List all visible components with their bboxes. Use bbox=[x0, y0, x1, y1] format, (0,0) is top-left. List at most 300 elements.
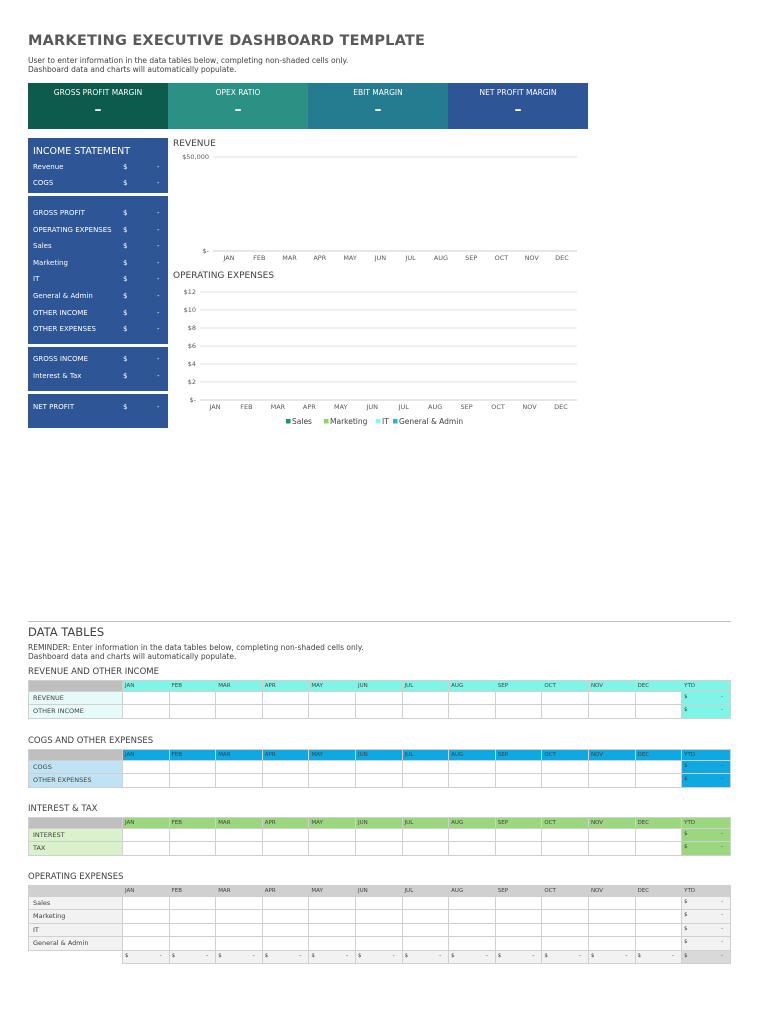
input-cell[interactable] bbox=[169, 910, 216, 924]
table-header-row bbox=[29, 750, 731, 761]
y-tick-label: $8 bbox=[187, 324, 196, 332]
input-cell[interactable] bbox=[123, 705, 170, 719]
income-row-label: IT bbox=[33, 275, 40, 283]
monthly-total-cell bbox=[355, 950, 402, 964]
input-cell[interactable] bbox=[169, 842, 216, 856]
month-header: JAN bbox=[123, 818, 170, 829]
ytd-cell bbox=[682, 774, 731, 788]
currency-symbol: $ bbox=[684, 952, 688, 959]
section-title: OPERATING EXPENSES bbox=[28, 872, 124, 882]
ytd-value: - bbox=[721, 898, 724, 905]
month-header: AUG bbox=[449, 818, 496, 829]
month-header: FEB bbox=[169, 818, 216, 829]
month-header: JUN bbox=[355, 818, 402, 829]
month-header: DEC bbox=[635, 886, 682, 897]
input-cell[interactable] bbox=[402, 828, 449, 842]
income-row-label: Sales bbox=[33, 242, 52, 250]
monthly-total-cell bbox=[495, 950, 542, 964]
input-cell[interactable] bbox=[169, 896, 216, 910]
section-title: REVENUE AND OTHER INCOME bbox=[28, 667, 159, 677]
currency-symbol: $ bbox=[123, 355, 128, 363]
income-row-value: - bbox=[157, 275, 160, 283]
income-row bbox=[33, 401, 163, 413]
input-cell[interactable] bbox=[542, 910, 589, 924]
x-tick-label: APR bbox=[313, 254, 327, 262]
income-row-label: Revenue bbox=[33, 163, 64, 171]
data-tables-title: DATA TABLES bbox=[28, 625, 105, 639]
currency-symbol: $ bbox=[123, 292, 128, 300]
income-row-value: - bbox=[157, 292, 160, 300]
revenue-chart bbox=[168, 148, 580, 266]
input-cell[interactable] bbox=[355, 774, 402, 788]
input-cell[interactable] bbox=[309, 691, 356, 705]
ytd-header: YTD bbox=[682, 818, 731, 829]
y-tick-label: $4 bbox=[187, 360, 196, 368]
monthly-total-cell bbox=[309, 950, 356, 964]
input-cell[interactable] bbox=[123, 774, 170, 788]
input-cell[interactable] bbox=[216, 705, 263, 719]
input-cell[interactable] bbox=[216, 828, 263, 842]
input-cell[interactable] bbox=[495, 896, 542, 910]
kpi-label: GROSS PROFIT MARGIN bbox=[53, 88, 143, 97]
income-row bbox=[33, 224, 163, 236]
input-cell[interactable] bbox=[169, 705, 216, 719]
income-row bbox=[33, 290, 163, 302]
input-cell[interactable] bbox=[262, 760, 309, 774]
input-cell[interactable] bbox=[123, 760, 170, 774]
month-header: JAN bbox=[123, 681, 170, 692]
ytd-header: YTD bbox=[682, 750, 731, 761]
income-separator bbox=[28, 193, 168, 196]
total-value: - bbox=[721, 952, 724, 959]
month-header: JUN bbox=[355, 681, 402, 692]
input-cell[interactable] bbox=[495, 923, 542, 937]
total-value: - bbox=[252, 952, 255, 959]
input-cell[interactable] bbox=[635, 910, 682, 924]
input-cell[interactable] bbox=[495, 828, 542, 842]
currency-symbol: $ bbox=[123, 179, 128, 187]
month-header: AUG bbox=[449, 886, 496, 897]
x-tick-label: JUL bbox=[405, 254, 416, 262]
kpi-value: – bbox=[374, 102, 382, 118]
input-cell[interactable] bbox=[355, 937, 402, 951]
input-cell[interactable] bbox=[309, 923, 356, 937]
total-value: - bbox=[485, 952, 488, 959]
input-cell[interactable] bbox=[635, 896, 682, 910]
reminder-note-2: Dashboard data and charts will automatically populate. bbox=[28, 652, 237, 661]
input-cell[interactable] bbox=[262, 774, 309, 788]
month-header: MAR bbox=[216, 750, 263, 761]
input-cell[interactable] bbox=[588, 896, 635, 910]
input-cell[interactable] bbox=[449, 910, 496, 924]
input-cell[interactable] bbox=[355, 896, 402, 910]
currency-symbol: $ bbox=[123, 242, 128, 250]
input-cell[interactable] bbox=[495, 691, 542, 705]
opex-chart-title: OPERATING EXPENSES bbox=[173, 271, 275, 281]
input-cell[interactable] bbox=[262, 923, 309, 937]
kpi-card-0 bbox=[28, 83, 168, 129]
month-header: SEP bbox=[495, 818, 542, 829]
input-cell[interactable] bbox=[542, 896, 589, 910]
currency-symbol: $ bbox=[123, 325, 128, 333]
income-row-label: GROSS PROFIT bbox=[33, 209, 85, 217]
currency-symbol: $ bbox=[684, 912, 688, 918]
x-tick-label: FEB bbox=[253, 254, 266, 262]
month-header: FEB bbox=[169, 750, 216, 761]
input-cell[interactable] bbox=[262, 937, 309, 951]
month-header: APR bbox=[262, 818, 309, 829]
currency-symbol: $ bbox=[684, 844, 688, 850]
x-tick-label: DEC bbox=[555, 254, 569, 262]
income-row-value: - bbox=[157, 325, 160, 333]
month-header: AUG bbox=[449, 750, 496, 761]
input-cell[interactable] bbox=[123, 910, 170, 924]
input-cell[interactable] bbox=[262, 828, 309, 842]
input-cell[interactable] bbox=[169, 774, 216, 788]
input-cell[interactable] bbox=[216, 923, 263, 937]
input-cell[interactable] bbox=[402, 910, 449, 924]
ytd-value: - bbox=[721, 830, 724, 837]
input-cell[interactable] bbox=[449, 923, 496, 937]
currency-symbol: $ bbox=[684, 776, 688, 782]
input-cell[interactable] bbox=[588, 910, 635, 924]
income-row-label: GROSS INCOME bbox=[33, 355, 89, 363]
monthly-total-cell bbox=[123, 950, 170, 964]
income-row bbox=[33, 273, 163, 285]
input-cell[interactable] bbox=[542, 937, 589, 951]
input-cell[interactable] bbox=[309, 828, 356, 842]
x-tick-label: OCT bbox=[494, 254, 509, 262]
input-cell[interactable] bbox=[635, 774, 682, 788]
input-cell[interactable] bbox=[309, 774, 356, 788]
kpi-label: EBIT MARGIN bbox=[353, 88, 403, 97]
ytd-cell bbox=[682, 760, 731, 774]
input-cell[interactable] bbox=[449, 760, 496, 774]
input-cell[interactable] bbox=[588, 842, 635, 856]
row-label: Marketing bbox=[29, 910, 123, 924]
ytd-cell bbox=[682, 828, 731, 842]
input-cell[interactable] bbox=[123, 691, 170, 705]
header-blank bbox=[29, 681, 123, 692]
ytd-cell bbox=[682, 842, 731, 856]
input-cell[interactable] bbox=[495, 705, 542, 719]
data-table-0 bbox=[28, 680, 731, 719]
input-cell[interactable] bbox=[588, 923, 635, 937]
input-cell[interactable] bbox=[402, 937, 449, 951]
input-cell[interactable] bbox=[216, 691, 263, 705]
input-cell[interactable] bbox=[216, 774, 263, 788]
currency-symbol: $ bbox=[497, 952, 502, 959]
monthly-total-cell bbox=[262, 950, 309, 964]
income-row-value: - bbox=[157, 403, 160, 411]
input-cell[interactable] bbox=[169, 923, 216, 937]
currency-symbol: $ bbox=[684, 693, 688, 700]
input-cell[interactable] bbox=[542, 760, 589, 774]
currency-symbol: $ bbox=[123, 275, 128, 283]
month-header: OCT bbox=[542, 750, 589, 761]
input-cell[interactable] bbox=[635, 842, 682, 856]
input-cell[interactable] bbox=[216, 910, 263, 924]
y-tick-label: $50,000 bbox=[182, 153, 209, 161]
input-cell[interactable] bbox=[355, 691, 402, 705]
kpi-value: – bbox=[514, 102, 522, 118]
input-cell[interactable] bbox=[449, 705, 496, 719]
x-tick-label: DEC bbox=[554, 403, 568, 411]
input-cell[interactable] bbox=[262, 842, 309, 856]
input-cell[interactable] bbox=[169, 828, 216, 842]
total-value: - bbox=[578, 952, 581, 959]
legend-swatch bbox=[376, 419, 381, 424]
input-cell[interactable] bbox=[542, 828, 589, 842]
input-cell[interactable] bbox=[355, 705, 402, 719]
row-label: Sales bbox=[29, 896, 123, 910]
y-tick-label: $10 bbox=[183, 306, 196, 314]
income-row-value: - bbox=[157, 179, 160, 187]
section-title: COGS AND OTHER EXPENSES bbox=[28, 736, 154, 746]
monthly-total-cell bbox=[449, 950, 496, 964]
x-tick-label: MAY bbox=[343, 254, 357, 262]
month-header: APR bbox=[262, 750, 309, 761]
input-cell[interactable] bbox=[542, 691, 589, 705]
x-tick-label: MAR bbox=[270, 403, 286, 411]
ytd-cell bbox=[682, 910, 731, 924]
input-cell[interactable] bbox=[355, 910, 402, 924]
total-value: - bbox=[672, 952, 675, 959]
table-row bbox=[29, 691, 731, 705]
input-cell[interactable] bbox=[262, 896, 309, 910]
income-row-value: - bbox=[157, 309, 160, 317]
table-row bbox=[29, 842, 731, 856]
input-cell[interactable] bbox=[216, 760, 263, 774]
input-cell[interactable] bbox=[355, 828, 402, 842]
input-cell[interactable] bbox=[402, 842, 449, 856]
input-cell[interactable] bbox=[355, 842, 402, 856]
input-cell[interactable] bbox=[635, 923, 682, 937]
input-cell[interactable] bbox=[542, 842, 589, 856]
income-row-value: - bbox=[157, 226, 160, 234]
input-cell[interactable] bbox=[216, 842, 263, 856]
income-row-label: Marketing bbox=[33, 259, 68, 267]
total-value: - bbox=[159, 952, 162, 959]
input-cell[interactable] bbox=[495, 937, 542, 951]
input-cell[interactable] bbox=[449, 896, 496, 910]
input-cell[interactable] bbox=[402, 691, 449, 705]
income-row-label: General & Admin bbox=[33, 292, 93, 300]
input-cell[interactable] bbox=[588, 705, 635, 719]
income-row-value: - bbox=[157, 259, 160, 267]
input-cell[interactable] bbox=[262, 705, 309, 719]
ytd-value: - bbox=[721, 693, 724, 700]
month-header: JUL bbox=[402, 681, 449, 692]
currency-symbol: $ bbox=[123, 259, 128, 267]
input-cell[interactable] bbox=[449, 937, 496, 951]
row-label: INTEREST bbox=[29, 828, 123, 842]
income-row-label: OTHER EXPENSES bbox=[33, 325, 96, 333]
income-separator bbox=[28, 344, 168, 347]
month-header: NOV bbox=[588, 750, 635, 761]
input-cell[interactable] bbox=[588, 828, 635, 842]
x-tick-label: JUN bbox=[374, 254, 387, 262]
input-cell[interactable] bbox=[588, 760, 635, 774]
input-cell[interactable] bbox=[216, 896, 263, 910]
input-cell[interactable] bbox=[542, 774, 589, 788]
income-statement-title: INCOME STATEMENT bbox=[33, 146, 131, 157]
input-cell[interactable] bbox=[635, 705, 682, 719]
month-header: SEP bbox=[495, 750, 542, 761]
input-cell[interactable] bbox=[542, 705, 589, 719]
input-cell[interactable] bbox=[355, 923, 402, 937]
input-cell[interactable] bbox=[309, 910, 356, 924]
income-row-label: NET PROFIT bbox=[33, 403, 75, 411]
monthly-total-cell bbox=[216, 950, 263, 964]
kpi-strip bbox=[28, 83, 588, 129]
input-cell[interactable] bbox=[123, 923, 170, 937]
input-cell[interactable] bbox=[123, 828, 170, 842]
ytd-cell bbox=[682, 705, 731, 719]
row-label: TAX bbox=[29, 842, 123, 856]
input-cell[interactable] bbox=[495, 910, 542, 924]
input-cell[interactable] bbox=[588, 937, 635, 951]
x-tick-label: OCT bbox=[491, 403, 505, 411]
input-cell[interactable] bbox=[588, 691, 635, 705]
currency-symbol: $ bbox=[123, 163, 128, 171]
input-cell[interactable] bbox=[495, 774, 542, 788]
input-cell[interactable] bbox=[309, 842, 356, 856]
total-value: - bbox=[345, 952, 348, 959]
total-value: - bbox=[439, 952, 442, 959]
y-tick-label: $12 bbox=[183, 288, 196, 296]
input-cell[interactable] bbox=[309, 937, 356, 951]
monthly-total-cell bbox=[542, 950, 589, 964]
legend-label: IT bbox=[382, 417, 389, 426]
input-cell[interactable] bbox=[402, 923, 449, 937]
section-divider bbox=[28, 621, 731, 622]
table-header-row bbox=[29, 681, 731, 692]
input-cell[interactable] bbox=[542, 923, 589, 937]
ytd-value: - bbox=[721, 762, 724, 769]
input-cell[interactable] bbox=[309, 760, 356, 774]
kpi-card-3 bbox=[448, 83, 588, 129]
x-tick-label: NOV bbox=[524, 254, 539, 262]
row-label: REVENUE bbox=[29, 691, 123, 705]
input-cell[interactable] bbox=[169, 937, 216, 951]
x-tick-label: MAR bbox=[282, 254, 297, 262]
currency-symbol: $ bbox=[590, 952, 595, 959]
month-header: APR bbox=[262, 681, 309, 692]
ytd-value: - bbox=[721, 844, 724, 850]
x-tick-label: NOV bbox=[522, 403, 537, 411]
currency-symbol: $ bbox=[684, 830, 688, 837]
total-value: - bbox=[392, 952, 395, 959]
input-cell[interactable] bbox=[588, 774, 635, 788]
month-header: JUL bbox=[402, 886, 449, 897]
input-cell[interactable] bbox=[449, 691, 496, 705]
month-header: NOV bbox=[588, 818, 635, 829]
month-header: MAR bbox=[216, 818, 263, 829]
currency-symbol: $ bbox=[311, 952, 315, 959]
table-header-row bbox=[29, 818, 731, 829]
input-cell[interactable] bbox=[402, 705, 449, 719]
x-tick-label: JAN bbox=[223, 254, 235, 262]
income-row-value: - bbox=[157, 209, 160, 217]
input-cell[interactable] bbox=[169, 760, 216, 774]
input-cell[interactable] bbox=[449, 774, 496, 788]
month-header: OCT bbox=[542, 681, 589, 692]
income-row-label: OPERATING EXPENSES bbox=[33, 226, 112, 234]
input-cell[interactable] bbox=[402, 896, 449, 910]
x-tick-label: AUG bbox=[433, 254, 449, 262]
input-cell[interactable] bbox=[635, 937, 682, 951]
row-label: OTHER EXPENSES bbox=[29, 774, 123, 788]
input-cell[interactable] bbox=[495, 760, 542, 774]
currency-symbol: $ bbox=[171, 952, 176, 959]
input-cell[interactable] bbox=[123, 937, 170, 951]
input-cell[interactable] bbox=[123, 842, 170, 856]
legend-label: Sales bbox=[292, 417, 312, 426]
currency-symbol: $ bbox=[357, 952, 362, 959]
x-tick-label: SEP bbox=[460, 403, 473, 411]
input-cell[interactable] bbox=[495, 842, 542, 856]
input-cell[interactable] bbox=[169, 691, 216, 705]
month-header: MAY bbox=[309, 681, 356, 692]
month-header: MAR bbox=[216, 886, 263, 897]
input-cell[interactable] bbox=[449, 842, 496, 856]
currency-symbol: $ bbox=[684, 898, 688, 905]
input-cell[interactable] bbox=[262, 910, 309, 924]
input-cell[interactable] bbox=[402, 760, 449, 774]
x-tick-label: SEP bbox=[465, 254, 478, 262]
data-table-2 bbox=[28, 817, 731, 856]
input-cell[interactable] bbox=[402, 774, 449, 788]
input-cell[interactable] bbox=[635, 760, 682, 774]
month-header: SEP bbox=[495, 886, 542, 897]
header-blank bbox=[29, 750, 123, 761]
input-cell[interactable] bbox=[355, 760, 402, 774]
table-row bbox=[29, 937, 731, 951]
table-row bbox=[29, 774, 731, 788]
input-cell[interactable] bbox=[262, 691, 309, 705]
kpi-label: OPEX RATIO bbox=[215, 88, 261, 97]
input-cell[interactable] bbox=[216, 937, 263, 951]
input-cell[interactable] bbox=[635, 691, 682, 705]
income-row-value: - bbox=[157, 355, 160, 363]
month-header: NOV bbox=[588, 886, 635, 897]
income-row bbox=[33, 177, 163, 189]
income-row-value: - bbox=[157, 163, 160, 171]
table-row bbox=[29, 828, 731, 842]
input-cell[interactable] bbox=[123, 896, 170, 910]
y-tick-label: $- bbox=[202, 247, 209, 255]
ytd-value: - bbox=[721, 776, 724, 782]
input-cell[interactable] bbox=[635, 828, 682, 842]
input-cell[interactable] bbox=[309, 705, 356, 719]
currency-symbol: $ bbox=[684, 762, 688, 769]
reminder-note: REMINDER: Enter information in the data tables below, completing non-shaded cells only. bbox=[28, 643, 364, 652]
ytd-header: YTD bbox=[682, 681, 731, 692]
table-row bbox=[29, 923, 731, 937]
currency-symbol: $ bbox=[123, 309, 128, 317]
kpi-label: NET PROFIT MARGIN bbox=[479, 88, 557, 97]
month-header: JUN bbox=[355, 750, 402, 761]
input-cell[interactable] bbox=[449, 828, 496, 842]
total-value: - bbox=[299, 952, 302, 959]
x-tick-label: JUN bbox=[366, 403, 379, 411]
currency-symbol: $ bbox=[684, 939, 688, 945]
input-cell[interactable] bbox=[309, 896, 356, 910]
month-header: APR bbox=[262, 886, 309, 897]
y-tick-label: $- bbox=[189, 396, 196, 404]
total-value: - bbox=[206, 952, 209, 959]
